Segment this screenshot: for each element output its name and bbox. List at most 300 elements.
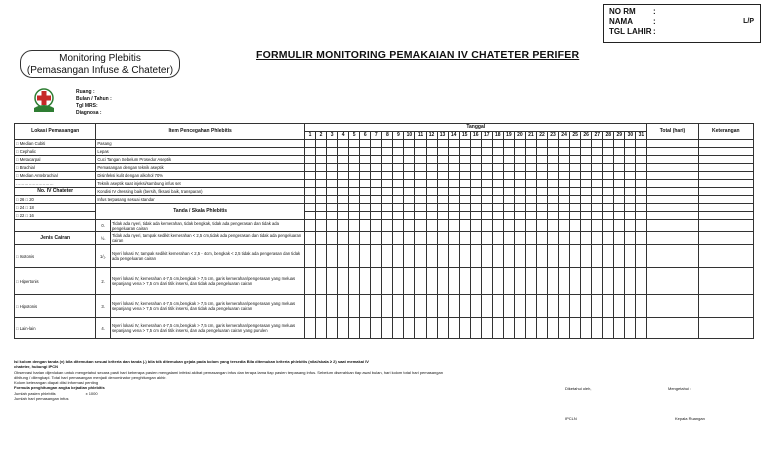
day-cell[interactable] [316,148,327,156]
day-cell[interactable] [581,188,592,196]
day-cell[interactable] [360,318,371,339]
total-cell[interactable] [647,245,698,268]
day-cell[interactable] [570,188,581,196]
day-cell[interactable] [514,232,525,245]
keterangan-cell[interactable] [698,295,753,318]
day-cell[interactable] [481,212,492,220]
day-cell[interactable] [426,156,437,164]
day-cell[interactable] [393,140,404,148]
day-cell[interactable] [536,232,547,245]
day-cell[interactable] [614,164,625,172]
day-cell[interactable] [581,220,592,232]
day-cell[interactable] [536,196,547,204]
day-cell[interactable] [614,232,625,245]
day-cell[interactable] [503,268,514,295]
day-cell[interactable] [592,180,603,188]
day-cell[interactable] [525,204,536,212]
day-cell[interactable] [393,196,404,204]
day-cell[interactable] [581,245,592,268]
day-cell[interactable] [603,180,614,188]
day-cell[interactable] [304,212,315,220]
keterangan-cell[interactable] [698,318,753,339]
day-cell[interactable] [415,212,426,220]
day-cell[interactable] [393,318,404,339]
day-cell[interactable] [404,212,415,220]
day-cell[interactable] [514,268,525,295]
day-cell[interactable] [503,220,514,232]
day-cell[interactable] [304,196,315,204]
day-cell[interactable] [437,164,448,172]
day-cell[interactable] [415,164,426,172]
day-cell[interactable] [481,148,492,156]
day-cell[interactable] [426,164,437,172]
day-cell[interactable] [581,156,592,164]
day-cell[interactable] [448,220,459,232]
day-cell[interactable] [371,268,382,295]
day-cell[interactable] [426,212,437,220]
day-cell[interactable] [492,180,503,188]
day-cell[interactable] [592,164,603,172]
day-cell[interactable] [548,180,559,188]
day-cell[interactable] [327,140,338,148]
day-cell[interactable] [371,140,382,148]
day-cell[interactable] [327,232,338,245]
day-cell[interactable] [382,220,393,232]
day-cell[interactable] [459,318,470,339]
day-cell[interactable] [327,318,338,339]
day-cell[interactable] [448,245,459,268]
day-cell[interactable] [459,295,470,318]
day-cell[interactable] [525,172,536,180]
day-cell[interactable] [415,318,426,339]
day-cell[interactable] [360,164,371,172]
day-cell[interactable] [349,140,360,148]
total-cell[interactable] [647,295,698,318]
day-cell[interactable] [327,212,338,220]
day-cell[interactable] [536,295,547,318]
day-cell[interactable] [349,172,360,180]
day-cell[interactable] [437,295,448,318]
day-cell[interactable] [426,232,437,245]
day-cell[interactable] [592,204,603,212]
day-cell[interactable] [525,268,536,295]
day-cell[interactable] [360,232,371,245]
day-cell[interactable] [514,295,525,318]
day-cell[interactable] [349,295,360,318]
day-cell[interactable] [570,140,581,148]
day-cell[interactable] [636,232,647,245]
day-cell[interactable] [349,180,360,188]
day-cell[interactable] [581,212,592,220]
day-cell[interactable] [426,318,437,339]
day-cell[interactable] [603,212,614,220]
day-cell[interactable] [338,220,349,232]
day-cell[interactable] [437,268,448,295]
day-cell[interactable] [636,188,647,196]
day-cell[interactable] [349,268,360,295]
day-cell[interactable] [581,318,592,339]
keterangan-cell[interactable] [698,140,753,148]
day-cell[interactable] [614,172,625,180]
day-cell[interactable] [415,180,426,188]
day-cell[interactable] [525,245,536,268]
day-cell[interactable] [404,180,415,188]
day-cell[interactable] [503,245,514,268]
day-cell[interactable] [470,268,481,295]
location-option[interactable]: □ Median Cubiti [15,140,96,148]
total-cell[interactable] [647,188,698,196]
day-cell[interactable] [614,188,625,196]
day-cell[interactable] [338,245,349,268]
day-cell[interactable] [636,245,647,268]
day-cell[interactable] [338,148,349,156]
day-cell[interactable] [404,245,415,268]
day-cell[interactable] [492,232,503,245]
day-cell[interactable] [581,204,592,212]
day-cell[interactable] [316,196,327,204]
day-cell[interactable] [393,204,404,212]
day-cell[interactable] [304,148,315,156]
day-cell[interactable] [548,268,559,295]
day-cell[interactable] [470,220,481,232]
day-cell[interactable] [636,148,647,156]
total-cell[interactable] [647,180,698,188]
day-cell[interactable] [327,180,338,188]
day-cell[interactable] [536,188,547,196]
day-cell[interactable] [304,188,315,196]
day-cell[interactable] [481,318,492,339]
day-cell[interactable] [603,148,614,156]
location-option[interactable]: □ Cephalic [15,148,96,156]
day-cell[interactable] [426,196,437,204]
day-cell[interactable] [304,245,315,268]
day-cell[interactable] [570,196,581,204]
day-cell[interactable] [481,232,492,245]
day-cell[interactable] [327,172,338,180]
day-cell[interactable] [382,180,393,188]
day-cell[interactable] [448,232,459,245]
day-cell[interactable] [470,188,481,196]
day-cell[interactable] [636,172,647,180]
day-cell[interactable] [426,295,437,318]
day-cell[interactable] [470,156,481,164]
day-cell[interactable] [327,156,338,164]
day-cell[interactable] [382,140,393,148]
total-cell[interactable] [647,232,698,245]
day-cell[interactable] [437,318,448,339]
day-cell[interactable] [371,148,382,156]
day-cell[interactable] [559,318,570,339]
day-cell[interactable] [371,245,382,268]
day-cell[interactable] [338,140,349,148]
day-cell[interactable] [327,268,338,295]
location-option[interactable]: □ Metacarpal [15,156,96,164]
day-cell[interactable] [636,164,647,172]
day-cell[interactable] [481,156,492,164]
day-cell[interactable] [327,164,338,172]
day-cell[interactable] [304,318,315,339]
day-cell[interactable] [371,188,382,196]
day-cell[interactable] [393,212,404,220]
day-cell[interactable] [382,148,393,156]
day-cell[interactable] [404,268,415,295]
day-cell[interactable] [581,172,592,180]
day-cell[interactable] [559,245,570,268]
day-cell[interactable] [470,164,481,172]
day-cell[interactable] [470,232,481,245]
day-cell[interactable] [349,204,360,212]
day-cell[interactable] [592,232,603,245]
day-cell[interactable] [514,318,525,339]
day-cell[interactable] [382,268,393,295]
day-cell[interactable] [614,295,625,318]
day-cell[interactable] [316,180,327,188]
day-cell[interactable] [592,212,603,220]
day-cell[interactable] [592,196,603,204]
day-cell[interactable] [404,188,415,196]
day-cell[interactable] [327,295,338,318]
day-cell[interactable] [382,212,393,220]
day-cell[interactable] [503,318,514,339]
day-cell[interactable] [327,245,338,268]
keterangan-cell[interactable] [698,204,753,212]
day-cell[interactable] [625,268,636,295]
day-cell[interactable] [625,172,636,180]
day-cell[interactable] [525,140,536,148]
day-cell[interactable] [349,196,360,204]
day-cell[interactable] [548,245,559,268]
day-cell[interactable] [636,318,647,339]
day-cell[interactable] [371,196,382,204]
location-option[interactable]: □ Median Antebrachial [15,172,96,180]
day-cell[interactable] [448,204,459,212]
total-cell[interactable] [647,318,698,339]
day-cell[interactable] [581,140,592,148]
day-cell[interactable] [338,204,349,212]
day-cell[interactable] [503,148,514,156]
day-cell[interactable] [614,196,625,204]
day-cell[interactable] [437,140,448,148]
day-cell[interactable] [536,318,547,339]
day-cell[interactable] [625,180,636,188]
day-cell[interactable] [592,295,603,318]
day-cell[interactable] [503,232,514,245]
day-cell[interactable] [625,212,636,220]
day-cell[interactable] [481,140,492,148]
day-cell[interactable] [503,204,514,212]
day-cell[interactable] [548,318,559,339]
day-cell[interactable] [382,204,393,212]
day-cell[interactable] [536,172,547,180]
day-cell[interactable] [536,148,547,156]
day-cell[interactable] [448,148,459,156]
day-cell[interactable] [548,148,559,156]
day-cell[interactable] [371,156,382,164]
day-cell[interactable] [603,220,614,232]
day-cell[interactable] [459,196,470,204]
day-cell[interactable] [559,196,570,204]
day-cell[interactable] [592,188,603,196]
day-cell[interactable] [503,156,514,164]
day-cell[interactable] [536,245,547,268]
day-cell[interactable] [437,196,448,204]
day-cell[interactable] [603,318,614,339]
day-cell[interactable] [459,156,470,164]
day-cell[interactable] [448,180,459,188]
day-cell[interactable] [404,156,415,164]
day-cell[interactable] [625,156,636,164]
day-cell[interactable] [548,220,559,232]
day-cell[interactable] [404,318,415,339]
chateter-size-option[interactable]: □ 22 □ 16 [15,212,96,220]
day-cell[interactable] [514,172,525,180]
day-cell[interactable] [581,232,592,245]
day-cell[interactable] [304,140,315,148]
day-cell[interactable] [581,295,592,318]
day-cell[interactable] [625,204,636,212]
day-cell[interactable] [625,220,636,232]
day-cell[interactable] [492,318,503,339]
day-cell[interactable] [570,172,581,180]
day-cell[interactable] [492,245,503,268]
day-cell[interactable] [570,220,581,232]
day-cell[interactable] [459,268,470,295]
day-cell[interactable] [437,172,448,180]
day-cell[interactable] [459,180,470,188]
day-cell[interactable] [559,148,570,156]
day-cell[interactable] [603,295,614,318]
day-cell[interactable] [492,220,503,232]
day-cell[interactable] [371,295,382,318]
day-cell[interactable] [492,164,503,172]
day-cell[interactable] [536,212,547,220]
day-cell[interactable] [404,148,415,156]
day-cell[interactable] [470,180,481,188]
day-cell[interactable] [393,268,404,295]
day-cell[interactable] [437,245,448,268]
day-cell[interactable] [338,212,349,220]
day-cell[interactable] [426,204,437,212]
day-cell[interactable] [570,295,581,318]
day-cell[interactable] [316,140,327,148]
day-cell[interactable] [415,295,426,318]
day-cell[interactable] [316,156,327,164]
day-cell[interactable] [548,212,559,220]
day-cell[interactable] [481,204,492,212]
day-cell[interactable] [448,164,459,172]
day-cell[interactable] [559,232,570,245]
day-cell[interactable] [570,268,581,295]
day-cell[interactable] [559,295,570,318]
day-cell[interactable] [603,204,614,212]
day-cell[interactable] [360,196,371,204]
day-cell[interactable] [559,220,570,232]
keterangan-cell[interactable] [698,172,753,180]
day-cell[interactable] [559,180,570,188]
day-cell[interactable] [393,180,404,188]
day-cell[interactable] [327,148,338,156]
day-cell[interactable] [503,180,514,188]
day-cell[interactable] [536,204,547,212]
day-cell[interactable] [304,156,315,164]
day-cell[interactable] [514,140,525,148]
day-cell[interactable] [470,172,481,180]
day-cell[interactable] [603,232,614,245]
day-cell[interactable] [304,180,315,188]
day-cell[interactable] [603,172,614,180]
day-cell[interactable] [371,212,382,220]
day-cell[interactable] [470,196,481,204]
day-cell[interactable] [316,268,327,295]
day-cell[interactable] [570,318,581,339]
day-cell[interactable] [625,140,636,148]
total-cell[interactable] [647,220,698,232]
day-cell[interactable] [304,232,315,245]
day-cell[interactable] [415,232,426,245]
day-cell[interactable] [448,172,459,180]
day-cell[interactable] [393,156,404,164]
day-cell[interactable] [525,164,536,172]
day-cell[interactable] [382,295,393,318]
day-cell[interactable] [426,268,437,295]
day-cell[interactable] [415,204,426,212]
day-cell[interactable] [415,245,426,268]
day-cell[interactable] [349,245,360,268]
day-cell[interactable] [338,164,349,172]
day-cell[interactable] [437,156,448,164]
day-cell[interactable] [625,164,636,172]
day-cell[interactable] [625,188,636,196]
day-cell[interactable] [448,295,459,318]
day-cell[interactable] [415,220,426,232]
day-cell[interactable] [360,156,371,164]
day-cell[interactable] [371,232,382,245]
day-cell[interactable] [327,220,338,232]
day-cell[interactable] [448,212,459,220]
total-cell[interactable] [647,164,698,172]
day-cell[interactable] [360,140,371,148]
day-cell[interactable] [614,204,625,212]
day-cell[interactable] [592,220,603,232]
day-cell[interactable] [592,172,603,180]
day-cell[interactable] [614,318,625,339]
day-cell[interactable] [581,180,592,188]
day-cell[interactable] [581,196,592,204]
day-cell[interactable] [514,196,525,204]
day-cell[interactable] [481,268,492,295]
day-cell[interactable] [404,172,415,180]
day-cell[interactable] [514,156,525,164]
day-cell[interactable] [371,204,382,212]
day-cell[interactable] [525,212,536,220]
day-cell[interactable] [393,245,404,268]
day-cell[interactable] [459,172,470,180]
day-cell[interactable] [570,232,581,245]
day-cell[interactable] [603,140,614,148]
day-cell[interactable] [448,156,459,164]
day-cell[interactable] [614,140,625,148]
day-cell[interactable] [514,180,525,188]
total-cell[interactable] [647,148,698,156]
day-cell[interactable] [525,180,536,188]
fluid-option[interactable]: □ Hipertonis [15,268,96,295]
day-cell[interactable] [536,220,547,232]
day-cell[interactable] [349,164,360,172]
day-cell[interactable] [548,204,559,212]
day-cell[interactable] [459,164,470,172]
day-cell[interactable] [459,148,470,156]
day-cell[interactable] [614,220,625,232]
